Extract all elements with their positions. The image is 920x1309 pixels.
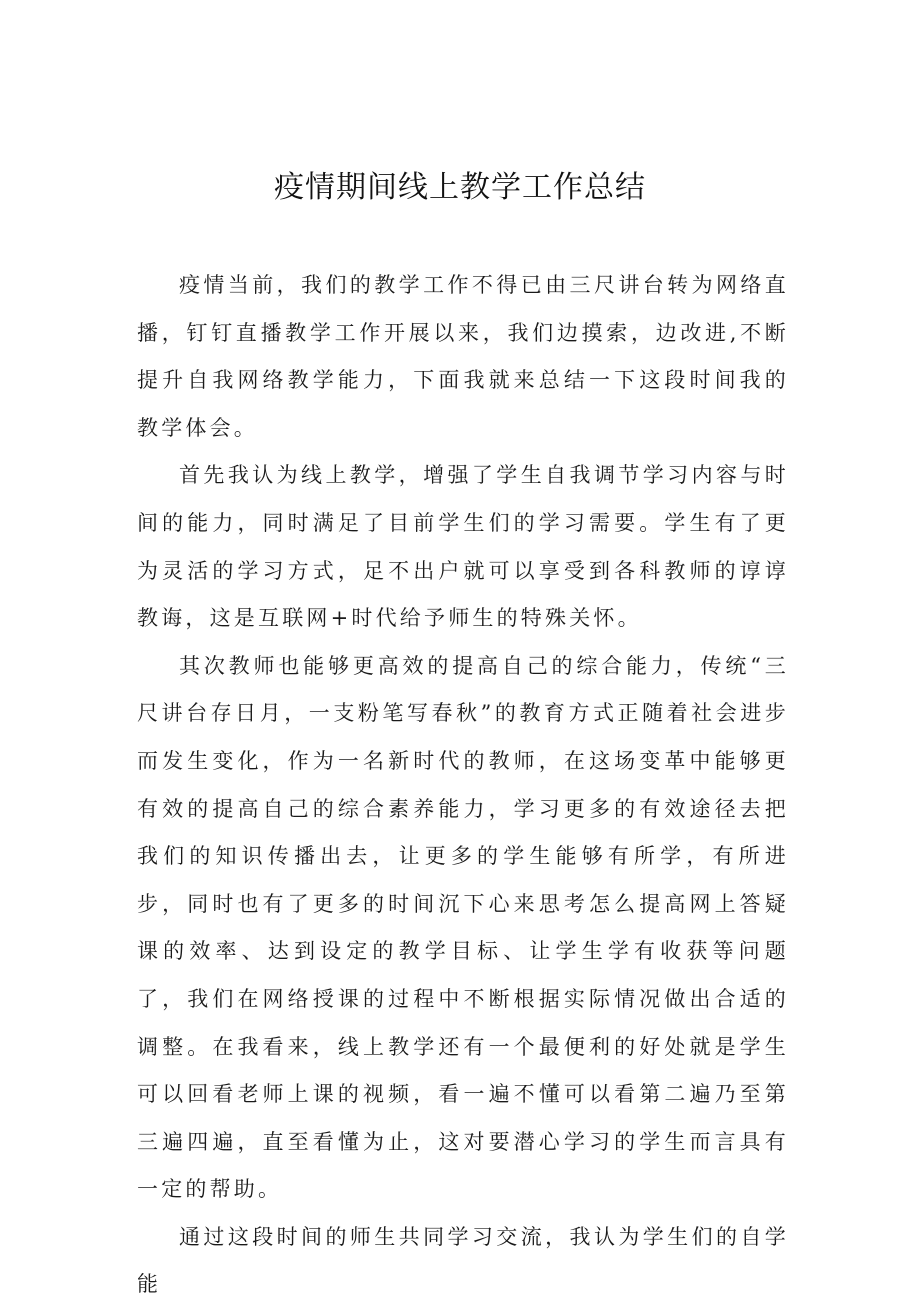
paragraph-3: 其次教师也能够更高效的提高自己的综合能力，传统“三尺讲台存日月，一支粉笔写春秋”的教育方式正随着社会进步而发生变化，作为一名新时代的教师，在这场变革中能够更有效的提高自己的综合素养能力，学习更多的有效途径去把我们的知识传播出去，让更多的学生能够有所学，有所进步，同时也有了更多的时间沉下心来思考怎么提高网上答疑课的效率、达到设定的教学目标、让学生学有收获等问题了，我们在网络授课的过程中不断根据实际情况做出合适的调整。在我看来，线上教学还有一个最便利的好处就是学生可以回看老师上课的视频，看一遍不懂可以看第二遍乃至第三遍四遍，直至看懂为止，这对要潜心学习的学生而言具有一定的帮助。 — [137, 653, 789, 1202]
document-body — [137, 262, 789, 1309]
paragraph-4: 通过这段时间的师生共同学习交流，我认为学生们的自学能 — [137, 1224, 789, 1297]
document-title: 疫情期间线上教学工作总结 — [274, 170, 646, 205]
paragraph-1: 疫情当前，我们的教学工作不得已由三尺讲台转为网络直播，钉钉直播教学工作开展以来，我们边摸索，边改进,不断提升自我网络教学能力，下面我就来总结一下这段时间我的教学体会。 — [137, 273, 789, 440]
paragraph-2: 首先我认为线上教学，增强了学生自我调节学习内容与时间的能力，同时满足了目前学生们的学习需要。学生有了更为灵活的学习方式，足不出户就可以享受到各科教师的谆谆教诲，这是互联网+时代给予师生的特殊关怀。 — [137, 463, 789, 631]
